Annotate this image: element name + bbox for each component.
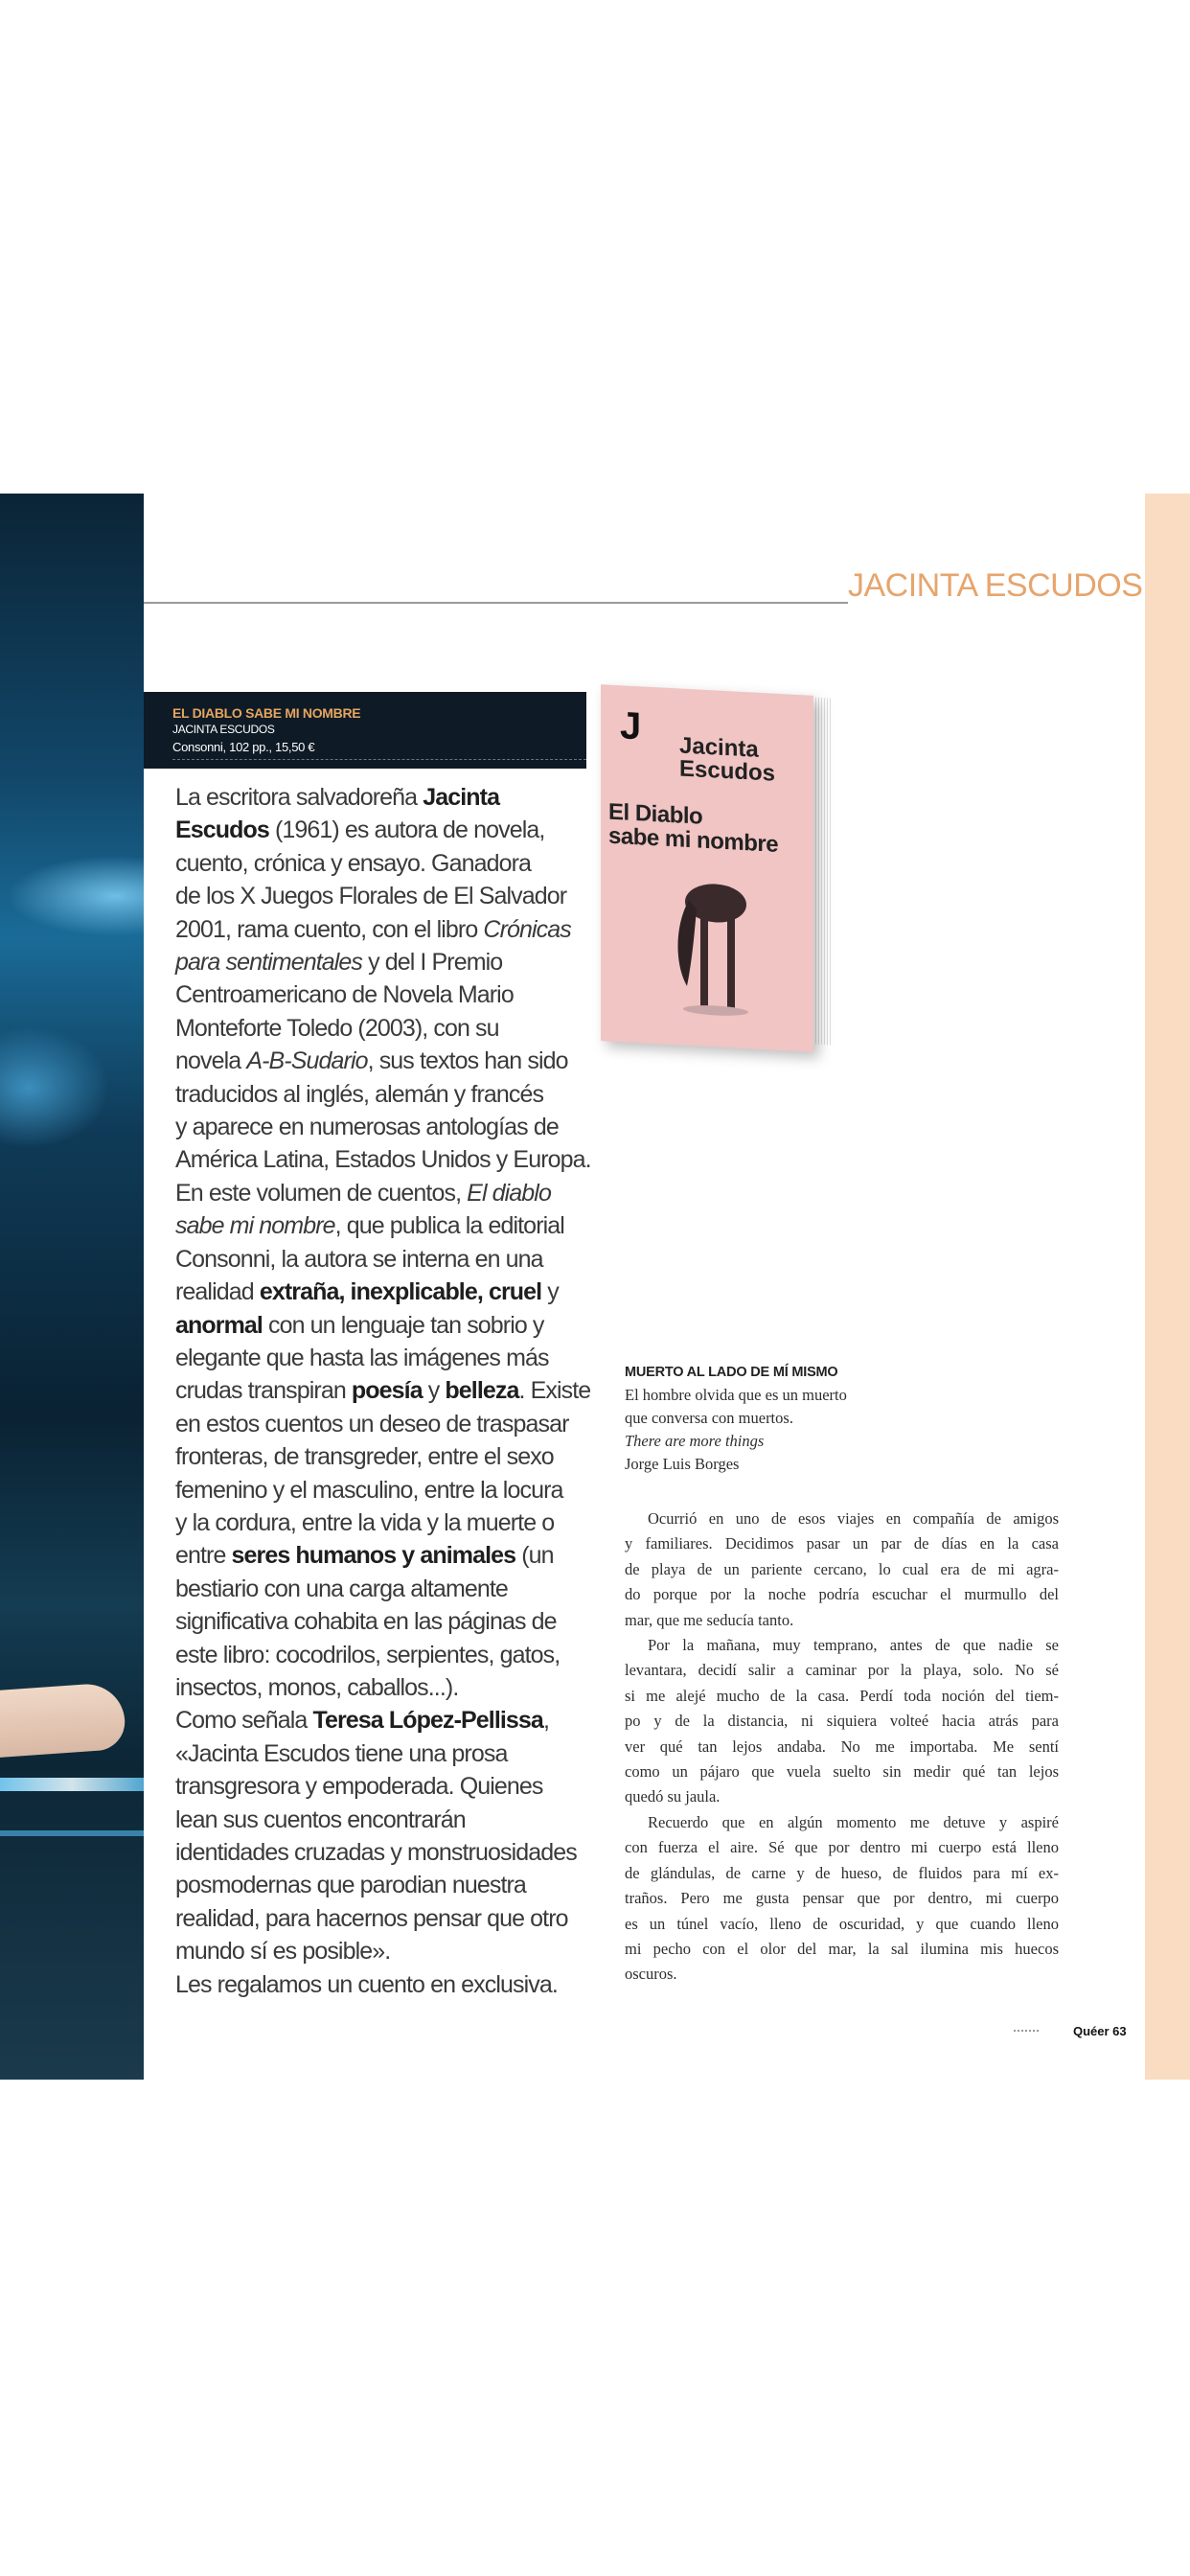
review-line (175, 1836, 591, 1869)
review-line (175, 814, 591, 846)
review-text-segment: realidad, para hacernos pensar que otro (175, 1904, 568, 1932)
review-line (175, 1078, 591, 1111)
review-text-segment: femenino y el masculino, entre la locura (175, 1476, 563, 1504)
emphasis-text: anormal (175, 1311, 263, 1339)
review-line (175, 1968, 591, 2001)
review-text-segment: La escritora salvadoreña (175, 784, 423, 811)
review-text-segment: de los X Juegos Florales de El Salvador (175, 883, 567, 910)
review-text-segment: fronteras, de transgreder, entre el sexo (175, 1443, 554, 1471)
story-line: mi pecho con el olor del mar, la sal ilumina mis huecos (625, 1939, 1059, 1958)
publisher-logo: J (620, 704, 642, 748)
review-line (175, 781, 591, 814)
epigraph-line: que conversa con muertos. (625, 1409, 793, 1427)
story-body (625, 1506, 1059, 1988)
story-line: Recuerdo que en algún momento me detuve y aspiré (648, 1812, 1059, 1831)
book-info-band (144, 692, 586, 769)
review-line (175, 1012, 591, 1045)
review-text-segment: y aparece en numerosas antologías de (175, 1114, 559, 1141)
book-details: Consonni, 102 pp., 15,50 € (172, 740, 315, 754)
cover-title (608, 800, 778, 857)
review-text-segment: insectos, monos, caballos...). (175, 1673, 459, 1701)
review-text (175, 781, 591, 2001)
story-line: do porque por la noche podría escuchar el murmullo del (625, 1585, 1059, 1604)
cover-title-line: sabe mi nombre (608, 822, 779, 858)
review-line (175, 1408, 591, 1440)
italic-title: Crónicas (483, 915, 571, 943)
story-line: de playa de un pariente cercano, lo cual era de mi agra- (625, 1559, 1059, 1578)
cover-author (679, 734, 775, 785)
footer-page-number: Quéer 63 (1073, 2024, 1127, 2038)
review-text-segment: (1961) es autora de novela, (268, 816, 545, 844)
review-line (175, 1045, 591, 1077)
emphasis-text: extraña, inexplicable, cruel (259, 1278, 542, 1306)
emphasis-text: Escudos (175, 816, 269, 844)
review-line (175, 1737, 591, 1770)
review-text-segment: Monteforte Toledo (2003), con su (175, 1014, 499, 1042)
review-line (175, 1111, 591, 1143)
review-line (175, 1143, 591, 1176)
review-text-segment: y del I Premio (362, 949, 503, 977)
review-text-segment: novela (175, 1047, 247, 1075)
review-text-segment: En este volumen de cuentos, (175, 1179, 468, 1207)
review-line (175, 1506, 591, 1539)
story-line: traños. Pero me gusta pensar que por dentro, mi cuerpo (625, 1889, 1059, 1908)
story-line: de glándulas, de carne y de hueso, de fluidos para mí ex- (625, 1863, 1059, 1882)
epigraph (625, 1384, 1059, 1476)
photo-hand-shape (0, 1682, 126, 1759)
emphasis-text: Jacinta (423, 784, 500, 811)
story-line: si me alejé mucho de la casa. Perdí toda noción del tiem- (625, 1686, 1059, 1705)
review-line (175, 978, 591, 1011)
review-text-segment: transgresora y empoderada. Quienes (175, 1773, 543, 1801)
cover-author-line: Jacinta (679, 732, 759, 763)
review-line (175, 1243, 591, 1276)
italic-title: sabe mi nombre (175, 1212, 335, 1240)
review-line (175, 1902, 591, 1935)
review-text-segment: América Latina, Estados Unidos y Europa. (175, 1146, 591, 1174)
review-text-segment: Centroamericano de Novela Mario (175, 981, 514, 1009)
review-text-segment: elegante que hasta las imágenes más (175, 1344, 549, 1371)
review-text-segment: . Existe (518, 1377, 591, 1405)
story-heading: MUERTO AL LADO DE MÍ MISMO (625, 1365, 838, 1380)
review-text-segment: Les regalamos un cuento en exclusiva. (175, 1970, 558, 1998)
footer-ornament (1014, 2030, 1039, 2039)
review-line (175, 946, 591, 978)
emphasis-text: Teresa López-Pellissa (312, 1707, 543, 1735)
review-text-segment: , (542, 1707, 549, 1735)
review-line (175, 1605, 591, 1638)
review-text-segment: Como señala (175, 1707, 313, 1735)
photo-light-streak (0, 1830, 144, 1836)
emphasis-text: poesía (351, 1377, 423, 1405)
review-line (175, 1309, 591, 1342)
review-line (175, 1177, 591, 1209)
page-edge-strip (1145, 494, 1190, 2080)
review-line (175, 1671, 591, 1704)
review-line (175, 1573, 591, 1605)
review-text-segment: significativa cohabita en las páginas de (175, 1608, 557, 1636)
book-cover-image (589, 661, 843, 1064)
review-text-segment: y la cordura, entre la vida y la muerte o (175, 1508, 555, 1536)
story-line: po y de la distancia, ni siquiera volteé hacia atrás para (625, 1712, 1059, 1731)
review-line (175, 1770, 591, 1803)
epigraph-source-title: There are more things (625, 1432, 765, 1450)
review-line (175, 1474, 591, 1506)
review-text-segment: entre (175, 1542, 232, 1570)
review-line (175, 1704, 591, 1736)
review-text-segment: , sus textos han sido (367, 1047, 568, 1075)
story-excerpt (625, 1361, 1059, 1988)
review-text-segment: realidad (175, 1278, 260, 1306)
italic-title: para sentimentales (175, 949, 363, 977)
review-line (175, 1209, 591, 1242)
epigraph-author: Jorge Luis Borges (625, 1455, 740, 1473)
review-text-segment: (un (515, 1542, 554, 1570)
story-line: con fuerza el aire. Sé que por dentro mi cuerpo está lleno (625, 1838, 1059, 1857)
review-line (175, 1639, 591, 1671)
side-photo (0, 494, 144, 2080)
cover-author-line: Escudos (679, 755, 776, 787)
review-text-segment: «Jacinta Escudos tiene una prosa (175, 1739, 508, 1767)
story-line: y familiares. Decidimos pasar un par de días en la casa (625, 1534, 1059, 1553)
divider (172, 759, 586, 760)
review-line (175, 1440, 591, 1473)
book-cover (601, 684, 813, 1052)
story-line: ver qué tan lejos andaba. No me importaba. Me sentí (625, 1736, 1059, 1756)
review-text-segment: 2001, rama cuento, con el libro (175, 915, 484, 943)
header-rule (144, 602, 848, 604)
story-line: mar, que me seducía tanto. (625, 1610, 794, 1629)
section-title: JACINTA ESCUDOS (848, 567, 1143, 604)
review-line (175, 1276, 591, 1308)
review-line (175, 1342, 591, 1374)
emphasis-text: belleza (445, 1377, 519, 1405)
review-line (175, 880, 591, 912)
review-line (175, 1869, 591, 1901)
review-text-segment: con un lenguaje tan sobrio y (262, 1311, 544, 1339)
review-line (175, 1374, 591, 1407)
book-author: JACINTA ESCUDOS (172, 723, 275, 736)
story-line: Por la mañana, muy temprano, antes de que nadie se (648, 1636, 1059, 1655)
review-text-segment: cuento, crónica y ensayo. Ganadora (175, 849, 532, 877)
review-text-segment: , que publica la editorial (334, 1212, 564, 1240)
review-text-segment: en estos cuentos un deseo de traspasar (175, 1410, 569, 1438)
review-text-segment: crudas transpiran (175, 1377, 352, 1405)
review-text-segment: y (422, 1377, 446, 1405)
story-line: Ocurrió en uno de esos viajes en compañía de amigos (648, 1509, 1059, 1528)
cover-title-line: El Diablo (608, 798, 703, 830)
review-text-segment: y (541, 1278, 559, 1306)
book-title: EL DIABLO SABE MI NOMBRE (172, 705, 361, 721)
story-line: levantara, decidí salir a caminar por la playa, solo. No sé (625, 1661, 1059, 1680)
story-line: oscuros. (625, 1965, 677, 1984)
italic-title: A-B-Sudario (246, 1047, 368, 1075)
review-text-segment: identidades cruzadas y monstruosidades (175, 1839, 577, 1866)
story-line: quedó su jaula. (625, 1787, 721, 1806)
epigraph-line: El hombre olvida que es un muerto (625, 1386, 847, 1404)
review-line (175, 1804, 591, 1836)
emphasis-text: seres humanos y animales (231, 1542, 516, 1570)
review-line (175, 1539, 591, 1572)
book-pages (813, 698, 831, 1046)
review-text-segment: traducidos al inglés, alemán y francés (175, 1080, 544, 1108)
review-text-segment: lean sus cuentos encontrarán (175, 1806, 466, 1833)
review-text-segment: este libro: cocodrilos, serpientes, gatos, (175, 1641, 561, 1668)
review-text-segment: posmodernas que parodian nuestra (175, 1872, 526, 1899)
review-text-segment: bestiario con una carga altamente (175, 1575, 508, 1602)
photo-light-streak (0, 1778, 144, 1791)
review-text-segment: mundo sí es posible». (175, 1938, 391, 1966)
review-line (175, 847, 591, 880)
review-line (175, 913, 591, 946)
story-line: es un túnel vacío, lleno de oscuridad, y que cuando lleno (625, 1914, 1059, 1933)
review-line (175, 1935, 591, 1967)
story-line: como un pájaro que vuela suelto sin medir qué tan lejos (625, 1762, 1059, 1782)
horse-illustration (668, 880, 754, 1019)
review-text-segment: Consonni, la autora se interna en una (175, 1245, 543, 1273)
italic-title: El diablo (467, 1179, 551, 1207)
